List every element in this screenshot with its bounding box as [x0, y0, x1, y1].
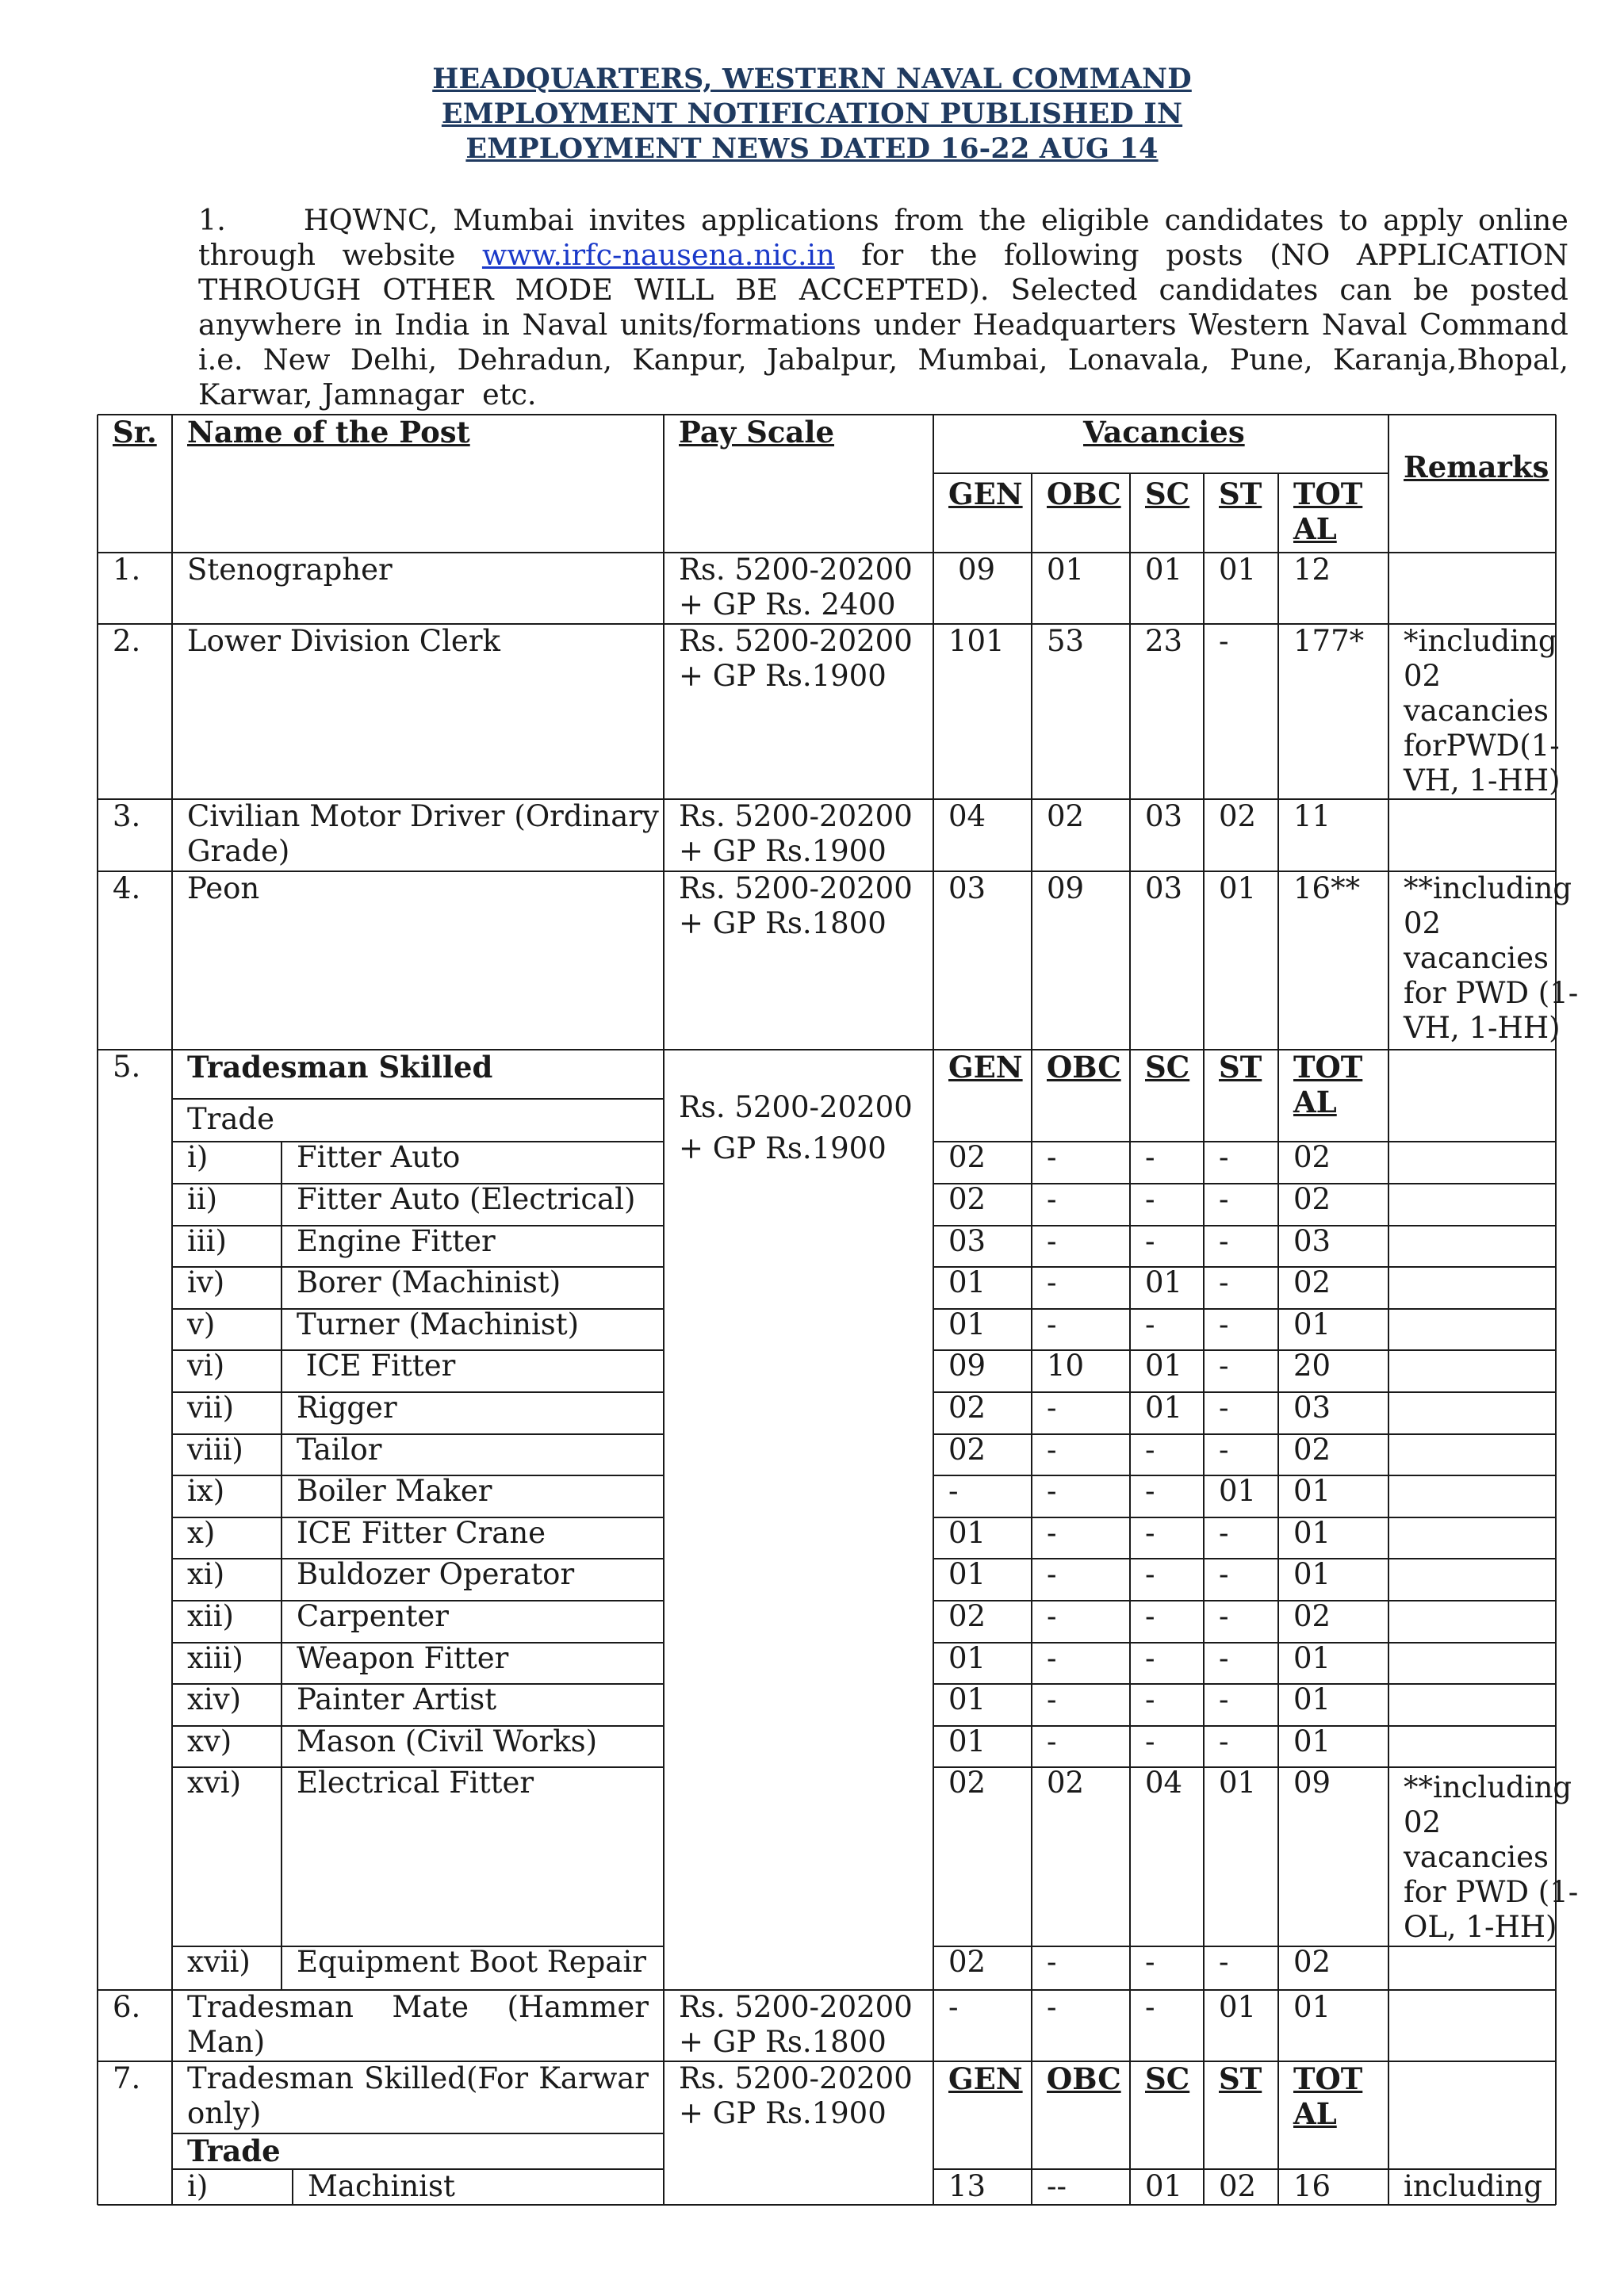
- trade-5-sc: -: [1145, 1307, 1155, 1341]
- row-3-pay-2: + GP Rs.1900: [679, 834, 887, 868]
- trade-16-name: Electrical Fitter: [297, 1766, 534, 1800]
- row-7-header-sc: SC: [1145, 2061, 1190, 2096]
- trade-17-gen: 02: [948, 1945, 986, 1979]
- trade-4-total: 02: [1293, 1265, 1331, 1299]
- trade-8-total: 02: [1293, 1433, 1331, 1467]
- row-7-post-1: Tradesman Skilled(For Karwar: [187, 2061, 649, 2095]
- row-7-header-total-2: AL: [1293, 2096, 1337, 2131]
- trade-3-total: 03: [1293, 1224, 1331, 1258]
- trade-12-total: 02: [1293, 1599, 1331, 1633]
- trade-7-sc: 01: [1145, 1391, 1183, 1425]
- intro-line-1: 1. HQWNC, Mumbai invites applications from the eligible candidates to apply online: [198, 203, 1568, 237]
- header-sc: SC: [1145, 476, 1190, 511]
- trade-15-number: xv): [187, 1724, 232, 1758]
- trade-7-name: Rigger: [297, 1391, 397, 1425]
- trade-17-name: Equipment Boot Repair: [297, 1945, 646, 1979]
- trade-2-name: Fitter Auto (Electrical): [297, 1182, 636, 1216]
- trade-4-st: -: [1219, 1265, 1229, 1299]
- row-7-trade-name: Machinist: [308, 2169, 455, 2203]
- row-6-sr: 6.: [113, 1990, 141, 2024]
- trade-4-sc: 01: [1145, 1265, 1183, 1299]
- row-2-remark-1: *including: [1404, 624, 1557, 658]
- trade-10-st: -: [1219, 1516, 1229, 1550]
- row-2-pay-2: + GP Rs.1900: [679, 659, 887, 693]
- header-st: ST: [1219, 476, 1262, 511]
- row-7-gen: 13: [948, 2169, 986, 2203]
- row-2-obc: 53: [1047, 624, 1085, 658]
- row-1-post: Stenographer: [187, 553, 393, 587]
- row-6-pay-1: Rs. 5200-20200: [679, 1990, 913, 2024]
- trade-6-sc: 01: [1145, 1349, 1183, 1383]
- row-4-pay-1: Rs. 5200-20200: [679, 871, 913, 905]
- trade-9-total: 01: [1293, 1474, 1331, 1508]
- trade-13-obc: -: [1047, 1641, 1057, 1675]
- row-7-pay-1: Rs. 5200-20200: [679, 2061, 913, 2095]
- row-7-sc: 01: [1145, 2169, 1183, 2203]
- trade-15-sc: -: [1145, 1724, 1155, 1758]
- trade-17-st: -: [1219, 1945, 1229, 1979]
- row-5-sr: 5.: [113, 1050, 141, 1084]
- header-total-2: AL: [1293, 511, 1337, 546]
- row-5-header-total-2: AL: [1293, 1085, 1337, 1119]
- trade-8-st: -: [1219, 1433, 1229, 1467]
- trade-16-remark-1: **including: [1404, 1770, 1572, 1804]
- row-4-st: 01: [1219, 871, 1257, 905]
- row-7-obc: --: [1047, 2169, 1067, 2203]
- row-2-remark-3: vacancies: [1404, 694, 1549, 728]
- row-5-trade-label: Trade: [187, 1102, 275, 1136]
- row-4-sc: 03: [1145, 871, 1183, 905]
- row-4-remark-3: vacancies: [1404, 941, 1549, 975]
- trade-3-sc: -: [1145, 1224, 1155, 1258]
- trade-5-number: v): [187, 1307, 216, 1341]
- trade-11-sc: -: [1145, 1557, 1155, 1591]
- row-4-remark-1: **including: [1404, 871, 1572, 905]
- row-3-st: 02: [1219, 799, 1257, 833]
- trade-9-gen: -: [948, 1474, 959, 1508]
- trade-3-number: iii): [187, 1224, 227, 1258]
- trade-14-st: -: [1219, 1682, 1229, 1716]
- trade-16-remark-3: vacancies: [1404, 1840, 1549, 1874]
- trade-2-total: 02: [1293, 1182, 1331, 1216]
- trade-17-sc: -: [1145, 1945, 1155, 1979]
- row-4-pay-2: + GP Rs.1800: [679, 906, 887, 940]
- trade-6-st: -: [1219, 1349, 1229, 1383]
- row-5-pay-2: + GP Rs.1900: [679, 1131, 887, 1165]
- header-pay-scale: Pay Scale: [679, 415, 835, 450]
- row-1-sr: 1.: [113, 553, 141, 587]
- trade-3-name: Engine Fitter: [297, 1224, 496, 1258]
- trade-16-remark-4: for PWD (1-: [1404, 1875, 1579, 1909]
- trade-8-gen: 02: [948, 1433, 986, 1467]
- row-2-total: 177*: [1293, 624, 1365, 658]
- trade-9-st: 01: [1219, 1474, 1257, 1508]
- notice-title-line-2: EMPLOYMENT NOTIFICATION PUBLISHED IN: [441, 98, 1183, 130]
- trade-5-total: 01: [1293, 1307, 1331, 1341]
- trade-4-obc: -: [1047, 1265, 1057, 1299]
- header-total-1: TOT: [1293, 476, 1363, 511]
- row-6-post-1: Tradesman Mate (Hammer: [187, 1990, 649, 2024]
- trade-12-number: xii): [187, 1599, 234, 1633]
- trade-17-total: 02: [1293, 1945, 1331, 1979]
- trade-9-name: Boiler Maker: [297, 1474, 492, 1508]
- row-3-post-2: Grade): [187, 834, 290, 868]
- trade-7-number: vii): [187, 1391, 235, 1425]
- trade-12-gen: 02: [948, 1599, 986, 1633]
- trade-1-total: 02: [1293, 1140, 1331, 1174]
- row-3-gen: 04: [948, 799, 986, 833]
- trade-16-number: xvi): [187, 1766, 242, 1800]
- trade-9-obc: -: [1047, 1474, 1057, 1508]
- intro-line-5: i.e. New Delhi, Dehradun, Kanpur, Jabalpur, Mumbai, Lonavala, Pune, Karanja,Bhopal,: [198, 342, 1568, 377]
- row-4-post: Peon: [187, 871, 260, 905]
- row-1-obc: 01: [1047, 553, 1085, 587]
- trade-10-total: 01: [1293, 1516, 1331, 1550]
- trade-1-gen: 02: [948, 1140, 986, 1174]
- header-remarks: Remarks: [1404, 450, 1549, 484]
- trade-8-number: viii): [187, 1433, 243, 1467]
- trade-10-obc: -: [1047, 1516, 1057, 1550]
- trade-15-gen: 01: [948, 1724, 986, 1758]
- trade-1-st: -: [1219, 1140, 1229, 1174]
- trade-14-sc: -: [1145, 1682, 1155, 1716]
- row-7-sr: 7.: [113, 2061, 141, 2095]
- trade-14-obc: -: [1047, 1682, 1057, 1716]
- row-2-sc: 23: [1145, 624, 1183, 658]
- trade-1-name: Fitter Auto: [297, 1140, 461, 1174]
- trade-10-name: ICE Fitter Crane: [297, 1516, 546, 1550]
- row-2-remark-2: 02: [1404, 659, 1442, 693]
- trade-4-name: Borer (Machinist): [297, 1265, 561, 1299]
- trade-16-gen: 02: [948, 1766, 986, 1800]
- row-1-pay-1: Rs. 5200-20200: [679, 553, 913, 587]
- trade-12-sc: -: [1145, 1599, 1155, 1633]
- trade-14-name: Painter Artist: [297, 1682, 497, 1716]
- row-4-remark-5: VH, 1-HH): [1404, 1011, 1561, 1045]
- row-6-obc: -: [1047, 1990, 1057, 2024]
- trade-8-obc: -: [1047, 1433, 1057, 1467]
- trade-16-st: 01: [1219, 1766, 1257, 1800]
- trade-4-number: iv): [187, 1265, 225, 1299]
- intro-line-3: THROUGH OTHER MODE WILL BE ACCEPTED). Selected candidates can be posted: [198, 273, 1568, 307]
- header-gen: GEN: [948, 476, 1023, 511]
- trade-10-gen: 01: [948, 1516, 986, 1550]
- row-6-pay-2: + GP Rs.1800: [679, 2025, 887, 2059]
- row-5-header-total-1: TOT: [1293, 1050, 1363, 1085]
- row-2-gen: 101: [948, 624, 1005, 658]
- trade-16-remark-5: OL, 1-HH): [1404, 1910, 1557, 1944]
- trade-13-sc: -: [1145, 1641, 1155, 1675]
- trade-17-obc: -: [1047, 1945, 1057, 1979]
- trade-8-sc: -: [1145, 1433, 1155, 1467]
- row-3-total: 11: [1293, 799, 1331, 833]
- intro-line-6: Karwar, Jamnagar etc.: [198, 377, 537, 411]
- row-5-title: Tradesman Skilled: [187, 1050, 493, 1085]
- row-7-st: 02: [1219, 2169, 1257, 2203]
- row-4-remark-2: 02: [1404, 906, 1442, 940]
- trade-3-gen: 03: [948, 1224, 986, 1258]
- trade-8-name: Tailor: [297, 1433, 382, 1467]
- row-3-post-1: Civilian Motor Driver (Ordinary: [187, 799, 659, 833]
- trade-6-number: vi): [187, 1349, 225, 1383]
- row-3-sr: 3.: [113, 799, 141, 833]
- trade-11-name: Buldozer Operator: [297, 1557, 575, 1591]
- row-2-remark-5: VH, 1-HH): [1404, 763, 1561, 798]
- row-7-post-2: only): [187, 2096, 262, 2130]
- trade-1-sc: -: [1145, 1140, 1155, 1174]
- row-6-sc: -: [1145, 1990, 1155, 2024]
- row-6-total: 01: [1293, 1990, 1331, 2024]
- trade-16-sc: 04: [1145, 1766, 1183, 1800]
- para-number: 1.: [198, 203, 226, 237]
- row-7-header-total-1: TOT: [1293, 2061, 1363, 2096]
- trade-9-number: ix): [187, 1474, 225, 1508]
- trade-14-gen: 01: [948, 1682, 986, 1716]
- trade-7-obc: -: [1047, 1391, 1057, 1425]
- notice-title-line-3: EMPLOYMENT NEWS DATED 16-22 AUG 14: [465, 132, 1159, 165]
- trade-11-total: 01: [1293, 1557, 1331, 1591]
- row-4-obc: 09: [1047, 871, 1085, 905]
- trade-11-st: -: [1219, 1557, 1229, 1591]
- trade-6-name: ICE Fitter: [297, 1349, 456, 1383]
- trade-13-number: xiii): [187, 1641, 243, 1675]
- trade-15-obc: -: [1047, 1724, 1057, 1758]
- row-6-post-2: Man): [187, 2025, 266, 2059]
- trade-2-gen: 02: [948, 1182, 986, 1216]
- website-link[interactable]: www.irfc-nausena.nic.in: [481, 238, 835, 272]
- trade-5-name: Turner (Machinist): [297, 1307, 580, 1341]
- row-7-total: 16: [1293, 2169, 1331, 2203]
- row-4-remark-4: for PWD (1-: [1404, 976, 1579, 1010]
- header-sr: Sr.: [113, 415, 157, 450]
- trade-12-st: -: [1219, 1599, 1229, 1633]
- trade-6-gen: 09: [948, 1349, 986, 1383]
- trade-13-total: 01: [1293, 1641, 1331, 1675]
- row-1-gen: 09: [958, 553, 996, 587]
- row-5-pay-1: Rs. 5200-20200: [679, 1090, 913, 1124]
- row-5-header-st: ST: [1219, 1050, 1262, 1085]
- trade-15-st: -: [1219, 1724, 1229, 1758]
- row-1-sc: 01: [1145, 553, 1183, 587]
- trade-12-obc: -: [1047, 1599, 1057, 1633]
- header-obc: OBC: [1047, 476, 1121, 511]
- header-vacancies: Vacancies: [1083, 415, 1245, 450]
- row-7-pay-2: + GP Rs.1900: [679, 2096, 887, 2130]
- trade-17-number: xvii): [187, 1945, 251, 1979]
- row-7-remark: including: [1404, 2169, 1543, 2203]
- intro-line-4: anywhere in India in Naval units/formations under Headquarters Western Naval Command: [198, 308, 1568, 342]
- row-1-total: 12: [1293, 553, 1331, 587]
- trade-11-number: xi): [187, 1557, 225, 1591]
- trade-5-obc: -: [1047, 1307, 1057, 1341]
- row-2-st: -: [1219, 624, 1229, 658]
- header-post-name: Name of the Post: [187, 415, 470, 450]
- trade-11-obc: -: [1047, 1557, 1057, 1591]
- trade-14-number: xiv): [187, 1682, 242, 1716]
- trade-5-gen: 01: [948, 1307, 986, 1341]
- row-7-trade-number: i): [187, 2169, 209, 2203]
- trade-15-total: 01: [1293, 1724, 1331, 1758]
- trade-11-gen: 01: [948, 1557, 986, 1591]
- row-6-gen: -: [948, 1990, 959, 2024]
- row-4-total: 16**: [1293, 871, 1361, 905]
- trade-3-st: -: [1219, 1224, 1229, 1258]
- row-3-obc: 02: [1047, 799, 1085, 833]
- row-6-st: 01: [1219, 1990, 1257, 2024]
- trade-2-number: ii): [187, 1182, 218, 1216]
- row-4-sr: 4.: [113, 871, 141, 905]
- trade-6-obc: 10: [1047, 1349, 1085, 1383]
- trade-12-name: Carpenter: [297, 1599, 449, 1633]
- trade-14-total: 01: [1293, 1682, 1331, 1716]
- trade-1-number: i): [187, 1140, 209, 1174]
- row-5-header-gen: GEN: [948, 1050, 1023, 1085]
- trade-13-st: -: [1219, 1641, 1229, 1675]
- row-2-post: Lower Division Clerk: [187, 624, 500, 658]
- row-4-gen: 03: [948, 871, 986, 905]
- row-7-header-gen: GEN: [948, 2061, 1023, 2096]
- row-7-header-st: ST: [1219, 2061, 1262, 2096]
- trade-16-remark-2: 02: [1404, 1805, 1442, 1839]
- row-5-header-obc: OBC: [1047, 1050, 1121, 1085]
- trade-7-gen: 02: [948, 1391, 986, 1425]
- trade-7-st: -: [1219, 1391, 1229, 1425]
- trade-6-total: 20: [1293, 1349, 1331, 1383]
- trade-16-obc: 02: [1047, 1766, 1085, 1800]
- trade-9-sc: -: [1145, 1474, 1155, 1508]
- row-3-sc: 03: [1145, 799, 1183, 833]
- trade-2-st: -: [1219, 1182, 1229, 1216]
- row-1-pay-2: + GP Rs. 2400: [679, 587, 896, 622]
- trade-15-name: Mason (Civil Works): [297, 1724, 598, 1758]
- trade-3-obc: -: [1047, 1224, 1057, 1258]
- intro-line-2: through website www.irfc-nausena.nic.in for the following posts (NO APPLICATION: [198, 238, 1568, 272]
- trade-5-st: -: [1219, 1307, 1229, 1341]
- row-7-header-obc: OBC: [1047, 2061, 1121, 2096]
- trade-2-obc: -: [1047, 1182, 1057, 1216]
- trade-13-name: Weapon Fitter: [297, 1641, 509, 1675]
- trade-4-gen: 01: [948, 1265, 986, 1299]
- row-7-trade-label: Trade: [187, 2133, 281, 2168]
- trade-7-total: 03: [1293, 1391, 1331, 1425]
- row-3-pay-1: Rs. 5200-20200: [679, 799, 913, 833]
- trade-2-sc: -: [1145, 1182, 1155, 1216]
- trade-1-obc: -: [1047, 1140, 1057, 1174]
- trade-16-total: 09: [1293, 1766, 1331, 1800]
- trade-13-gen: 01: [948, 1641, 986, 1675]
- trade-10-number: x): [187, 1516, 216, 1550]
- row-2-remark-4: for PWD(1-: [1404, 729, 1560, 763]
- row-2-pay-1: Rs. 5200-20200: [679, 624, 913, 658]
- row-1-st: 01: [1219, 553, 1257, 587]
- trade-10-sc: -: [1145, 1516, 1155, 1550]
- row-2-sr: 2.: [113, 624, 141, 658]
- notice-title-line-1: HEADQUARTERS, WESTERN NAVAL COMMAND: [432, 63, 1192, 95]
- row-5-header-sc: SC: [1145, 1050, 1190, 1085]
